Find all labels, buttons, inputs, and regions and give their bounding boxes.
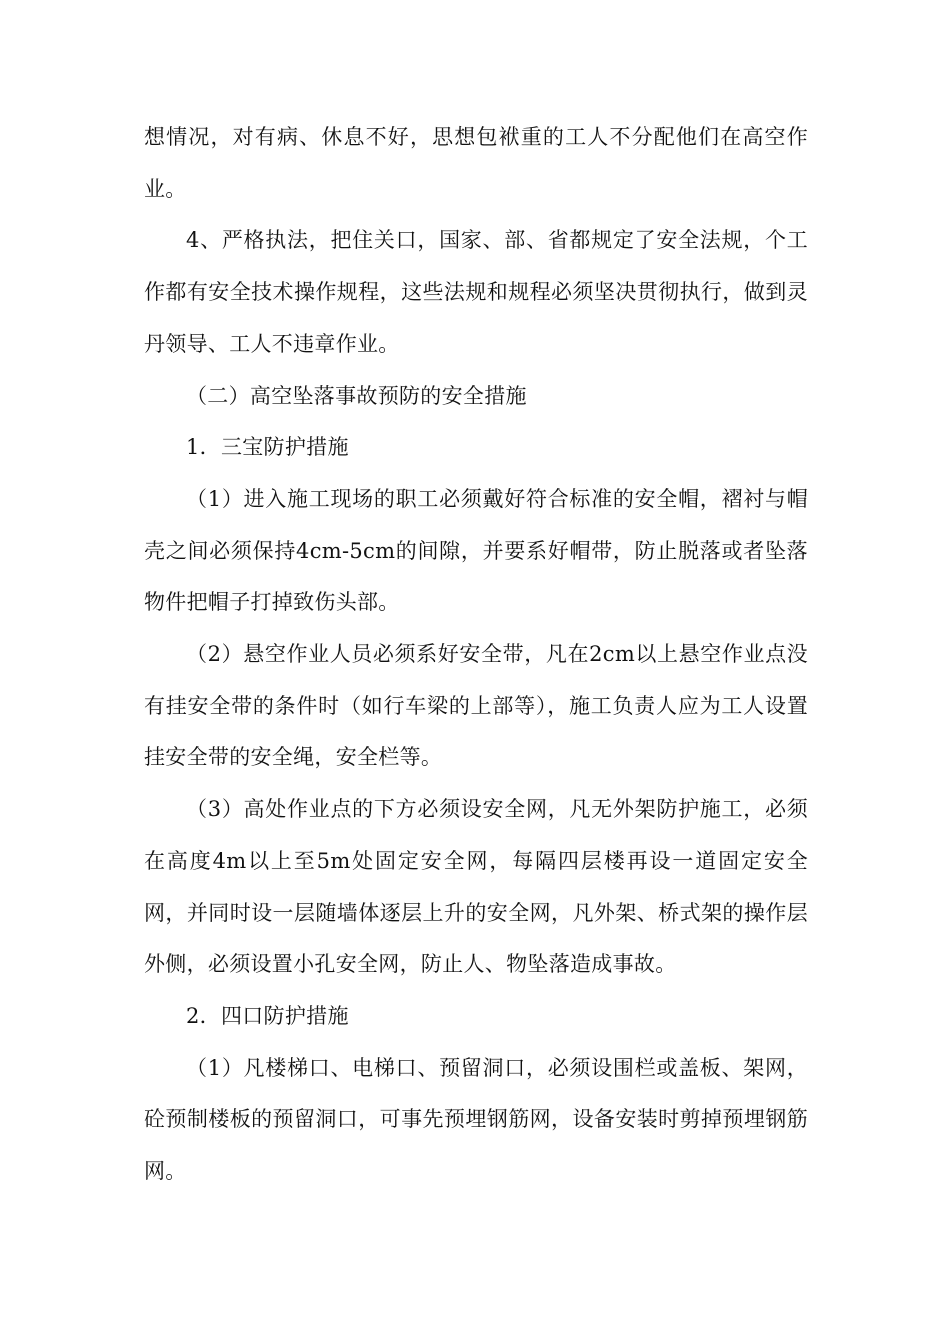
paragraph-safety-net: （3）高处作业点的下方必须设安全网，凡无外架防护施工，必须在高度4m以上至5m处固定安全网，每隔四层楼再设一道固定安全网，并同时设一层随墙体逐层上升的安全网，凡外架、桥式架的操作层外侧，必须设置小孔安全网，防止人、物坠落造成事故。 bbox=[144, 797, 808, 977]
section-heading-fall-prevention: （二）高空坠落事故预防的安全措施 bbox=[186, 383, 527, 408]
paragraph-safety-helmet: （1）进入施工现场的职工必须戴好符合标准的安全帽，褶衬与帽壳之间必须保持4cm-5cm的间隙，并要系好帽带，防止脱落或者坠落物件把帽子打掉致伤头部。 bbox=[144, 486, 808, 615]
subheading-four-openings: 2．四口防护措施 bbox=[186, 1003, 349, 1028]
paragraph-continuation: 想情况，对有病、休息不好，思想包袱重的工人不分配他们在高空作业。 bbox=[144, 125, 808, 201]
document-body bbox=[144, 112, 808, 1198]
paragraph-openings: （1）凡楼梯口、电梯口、预留洞口，必须设围栏或盖板、架网，砼预制楼板的预留洞口，可事先预埋钢筋网，设备安装时剪掉预埋钢筋网。 bbox=[144, 1055, 808, 1184]
paragraph-item-4: 4、严格执法，把住关口，国家、部、省都规定了安全法规，个工作都有安全技术操作规程，这些法规和规程必须坚决贯彻执行，做到灵丹领导、工人不违章作业。 bbox=[144, 228, 808, 356]
paragraph-safety-belt: （2）悬空作业人员必须系好安全带，凡在2cm以上悬空作业点没有挂安全带的条件时（如行车梁的上部等），施工负责人应为工人设置挂安全带的安全绳，安全栏等。 bbox=[144, 642, 808, 770]
subheading-three-treasures: 1．三宝防护措施 bbox=[186, 435, 349, 460]
